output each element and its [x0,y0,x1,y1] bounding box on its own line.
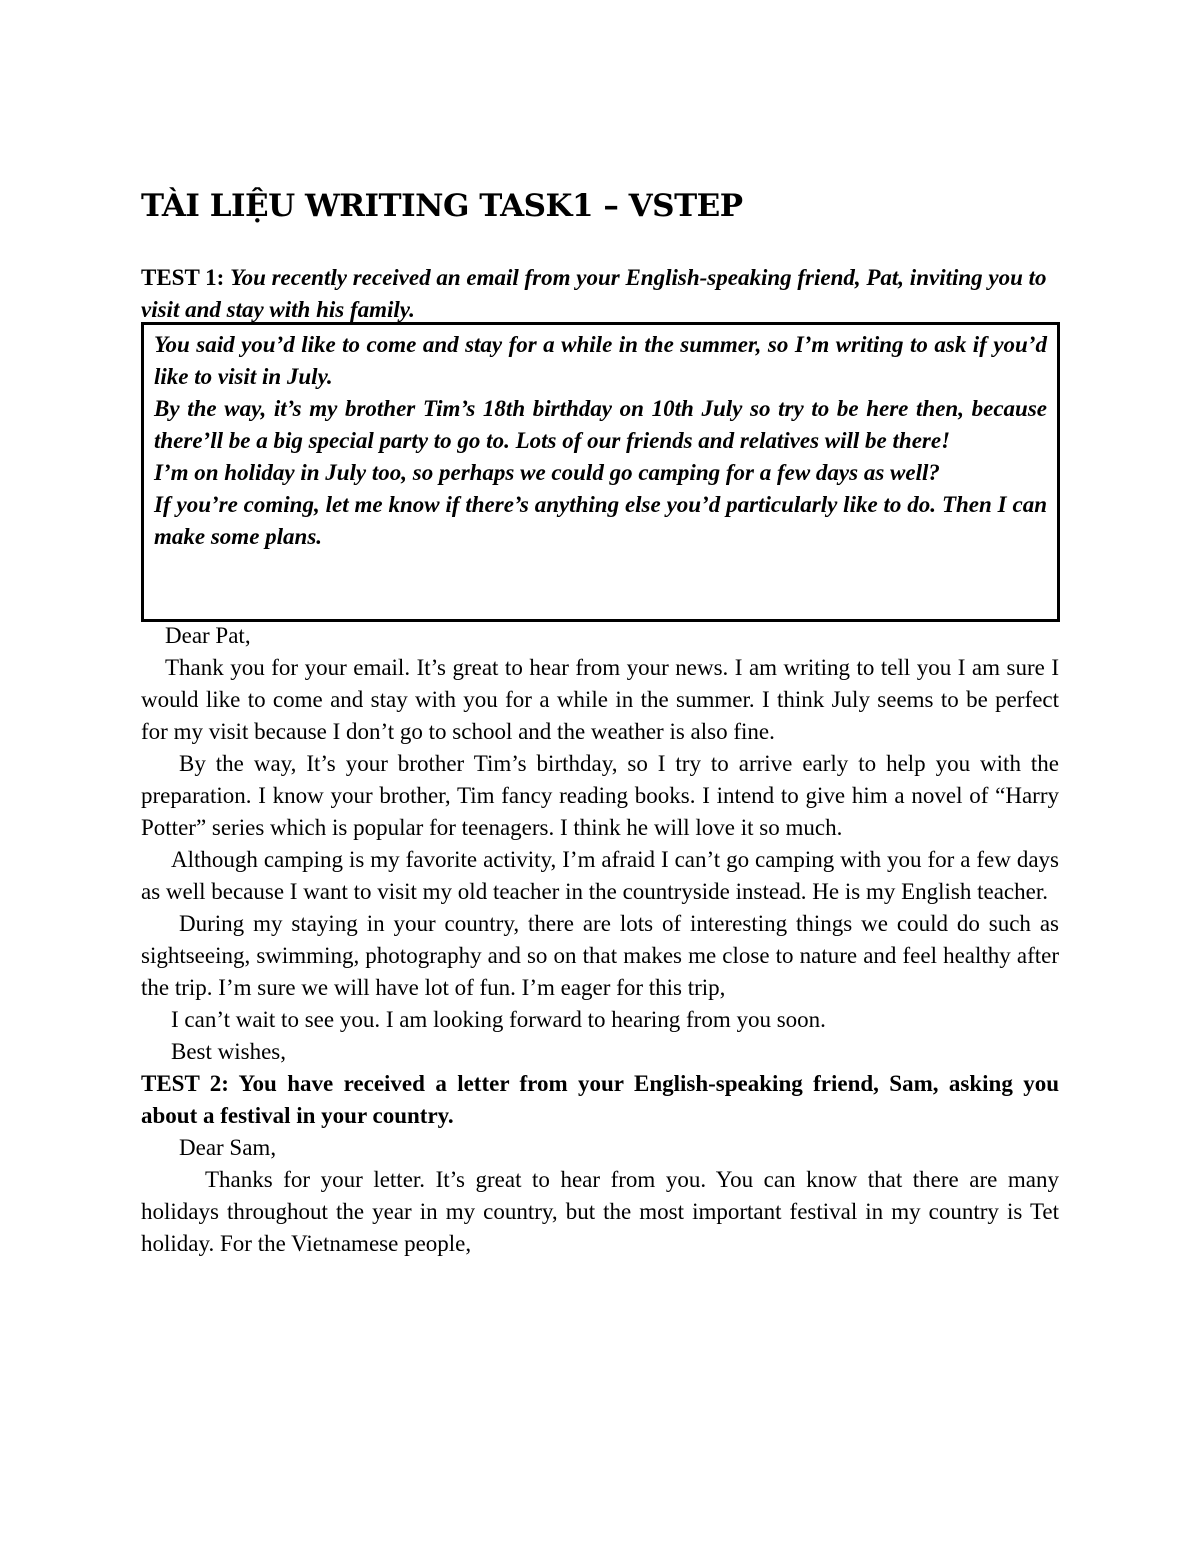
letter-paragraph: By the way, It’s your brother Tim’s birthday, so I try to arrive early to help you with the preparation. I know your brother, Tim fancy reading books. I intend to give him a novel of “Harry Potter” series which is popular for teenagers. I think he will love it so much. [141,751,1059,840]
letter-body [141,620,1059,1260]
test2-prompt: You have received a letter from your English-speaking friend, Sam, asking you about a festival in your country. [141,1071,1059,1128]
letter-paragraph: Although camping is my favorite activity, I’m afraid I can’t go camping with you for a few days as well because I want to visit my old teacher in the countryside instead. He is my English teacher. [141,847,1059,904]
test1-email-box [141,322,1060,622]
test1-label: TEST 1: [141,265,225,290]
page-title: TÀI LIỆU WRITING TASK1 – VSTEP [141,188,743,224]
letter-paragraph: Thanks for your letter. It’s great to hear from you. You can know that there are many holidays throughout the year in my country, but the most important festival in my country is Tet holiday. For the Vietnamese people, [141,1167,1059,1256]
test1-greeting: Dear Pat, [165,623,251,648]
email-paragraph: I’m on holiday in July too, so perhaps we could go camping for a few days as well? [154,460,940,485]
test2-greeting: Dear Sam, [179,1135,277,1160]
email-paragraph: You said you’d like to come and stay for a while in the summer, so I’m writing to ask if you’d like to visit in July. [154,332,1047,389]
letter-paragraph: During my staying in your country, there are lots of interesting things we could do such as sightseeing, swimming, photography and so on that makes me close to nature and feel healthy after the trip. I’m sure we will have lot of fun. I’m eager for this trip, [141,911,1059,1000]
test1-prompt: You recently received an email from your English-speaking friend, Pat, inviting you to visit and stay with his family. [141,265,1047,322]
email-paragraph: By the way, it’s my brother Tim’s 18th birthday on 10th July so try to be here then, because there’ll be a big special party to go to. Lots of our friends and relatives will be there! [154,396,1047,453]
test2-heading [141,1068,1059,1132]
letter-paragraph: I can’t wait to see you. I am looking forward to hearing from you soon. [171,1007,826,1032]
test1-heading [141,262,1059,326]
email-paragraph: If you’re coming, let me know if there’s anything else you’d particularly like to do. Then I can make some plans. [154,492,1047,549]
test1-closing: Best wishes, [171,1039,286,1064]
test2-label: TEST 2: [141,1071,229,1096]
letter-paragraph: Thank you for your email. It’s great to hear from your news. I am writing to tell you I am sure I would like to come and stay with you for a while in the summer. I think July seems to be perfect for my visit because I don’t go to school and the weather is also fine. [141,655,1059,744]
